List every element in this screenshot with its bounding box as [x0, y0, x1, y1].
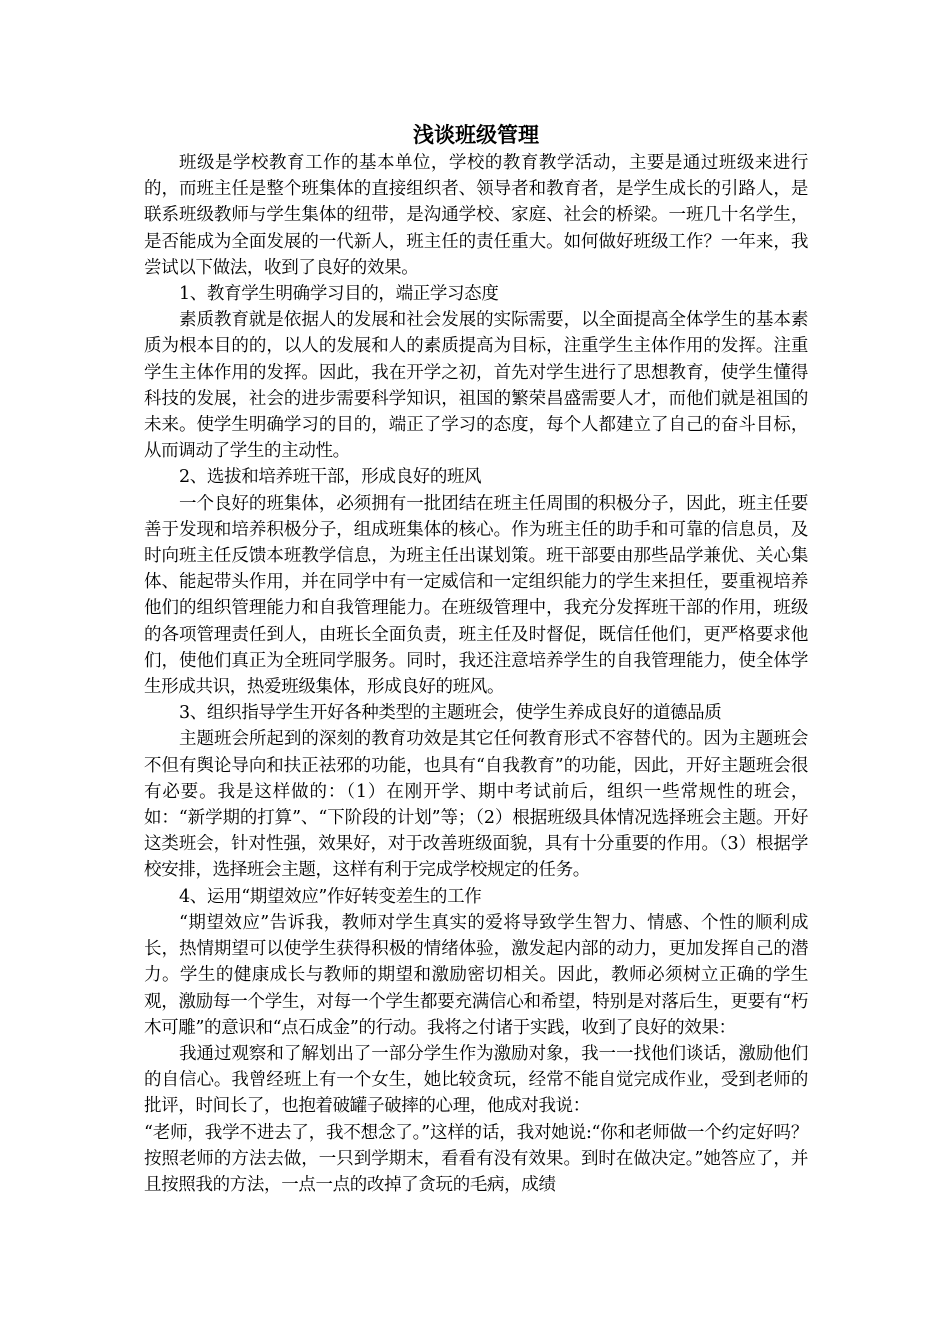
section-heading-3: 3、组织指导学生开好各种类型的主题班会，使学生养成良好的道德品质 [179, 703, 722, 724]
section-heading-1: 1、教育学生明确学习目的，端正学习态度 [179, 284, 499, 305]
paragraph-section-2: 一个良好的班集体，必须拥有一批团结在班主任周围的积极分子，因此，班主任要善于发现和培养积极分子，组成班集体的核心。作为班主任的助手和可靠的信息员，及时向班主任反馈本班教学信息，为班主任出谋划策。班干部要由那些品学兼优、关心集体、能起带头作用，并在同学中有一定威信和一定组织能力的学生来担任，要重视培养他们的组织管理能力和自我管理能力。在班级管理中，我充分发挥班干部的作用，班级的各项管理责任到人，由班长全面负责，班主任及时督促，既信任他们，更严格要求他们，使他们真正为全班同学服务。同时，我还注意培养学生的自我管理能力，使全体学生形成共识，热爱班级集体，形成良好的班风。 [144, 493, 808, 698]
paragraph-quote: “老师，我学不进去了，我不想念了。”这样的话，我对她说:“你和老师做一个约定好吗？按照老师的方法去做，一只到学期末，看看有没有效果。到时在做决定。”她答应了，并且按照我的方法，一点一点的改掉了贪玩的毛病，成绩 [144, 1122, 808, 1195]
section-heading-4: 4、运用“期望效应”作好转变差生的工作 [179, 886, 482, 907]
page-title: 浅谈班级管理 [413, 123, 539, 147]
paragraph-section-4: “期望效应”告诉我，教师对学生真实的爱将导致学生智力、情感、个性的顺利成长，热情期望可以使学生获得积极的情绪体验，激发起内部的动力，更加发挥自己的潜力。学生的健康成长与教师的期望和激励密切相关。因此，教师必须树立正确的学生观，激励每一个学生，对每一个学生都要充满信心和希望，特别是对落后生，更要有“朽木可雕”的意识和“点石成金”的行动。我将之付诸于实践，收到了良好的效果： [144, 912, 808, 1038]
paragraph-example: 我通过观察和了解划出了一部分学生作为激励对象，我一一找他们谈话，激励他们的自信心。我曾经班上有一个女生，她比较贪玩，经常不能自觉完成作业，受到老师的批评，时间长了，也抱着破罐子破摔的心理，他成对我说： [144, 1043, 808, 1117]
document-body [144, 120, 826, 1198]
paragraph-intro: 班级是学校教育工作的基本单位，学校的教育教学活动，主要是通过班级来进行的，而班主任是整个班集体的直接组织者、领导者和教育者，是学生成长的引路人，是联系班级教师与学生集体的纽带，是沟通学校、家庭、社会的桥梁。一班几十名学生，是否能成为全面发展的一代新人，班主任的责任重大。如何做好班级工作？一年来，我尝试以下做法，收到了良好的效果。 [144, 153, 808, 278]
section-heading-2: 2、选拔和培养班干部，形成良好的班风 [179, 467, 482, 488]
paragraph-section-1: 素质教育就是依据人的发展和社会发展的实际需要，以全面提高全体学生的基本素质为根本目的的，以人的发展和人的素质提高为目标，注重学生主体作用的发挥。注重 学生主体作用的发挥。因此，我在开学之初，首先对学生进行了思想教育，使学生懂得科技的发展，社会的进步需要科学知识，祖国的繁荣昌盛需要人才，而他们就是祖国的未来。使学生明确学习的目的，端正了学习的态度，每个人都建立了自己的奋斗目标，从而调动了学生的主动性。 [144, 310, 826, 462]
paragraph-section-3: 主题班会所起到的深刻的教育功效是其它任何教育形式不容替代的。因为主题班会不但有舆论导向和扶正祛邪的功能，也具有“自我教育”的功能，因此，开好主题班会很有必要。我是这样做的：（1）在刚开学、期中考试前后，组织一些常规性的班会，如：“新学期的打算”、“下阶段的计划”等；（2）根据班级具体情况选择班会主题。开好这类班会，针对性强，效果好，对于改善班级面貌，具有十分重要的作用。（3）根据学校安排，选择班会主题，这样有利于完成学校规定的任务。 [144, 729, 808, 881]
